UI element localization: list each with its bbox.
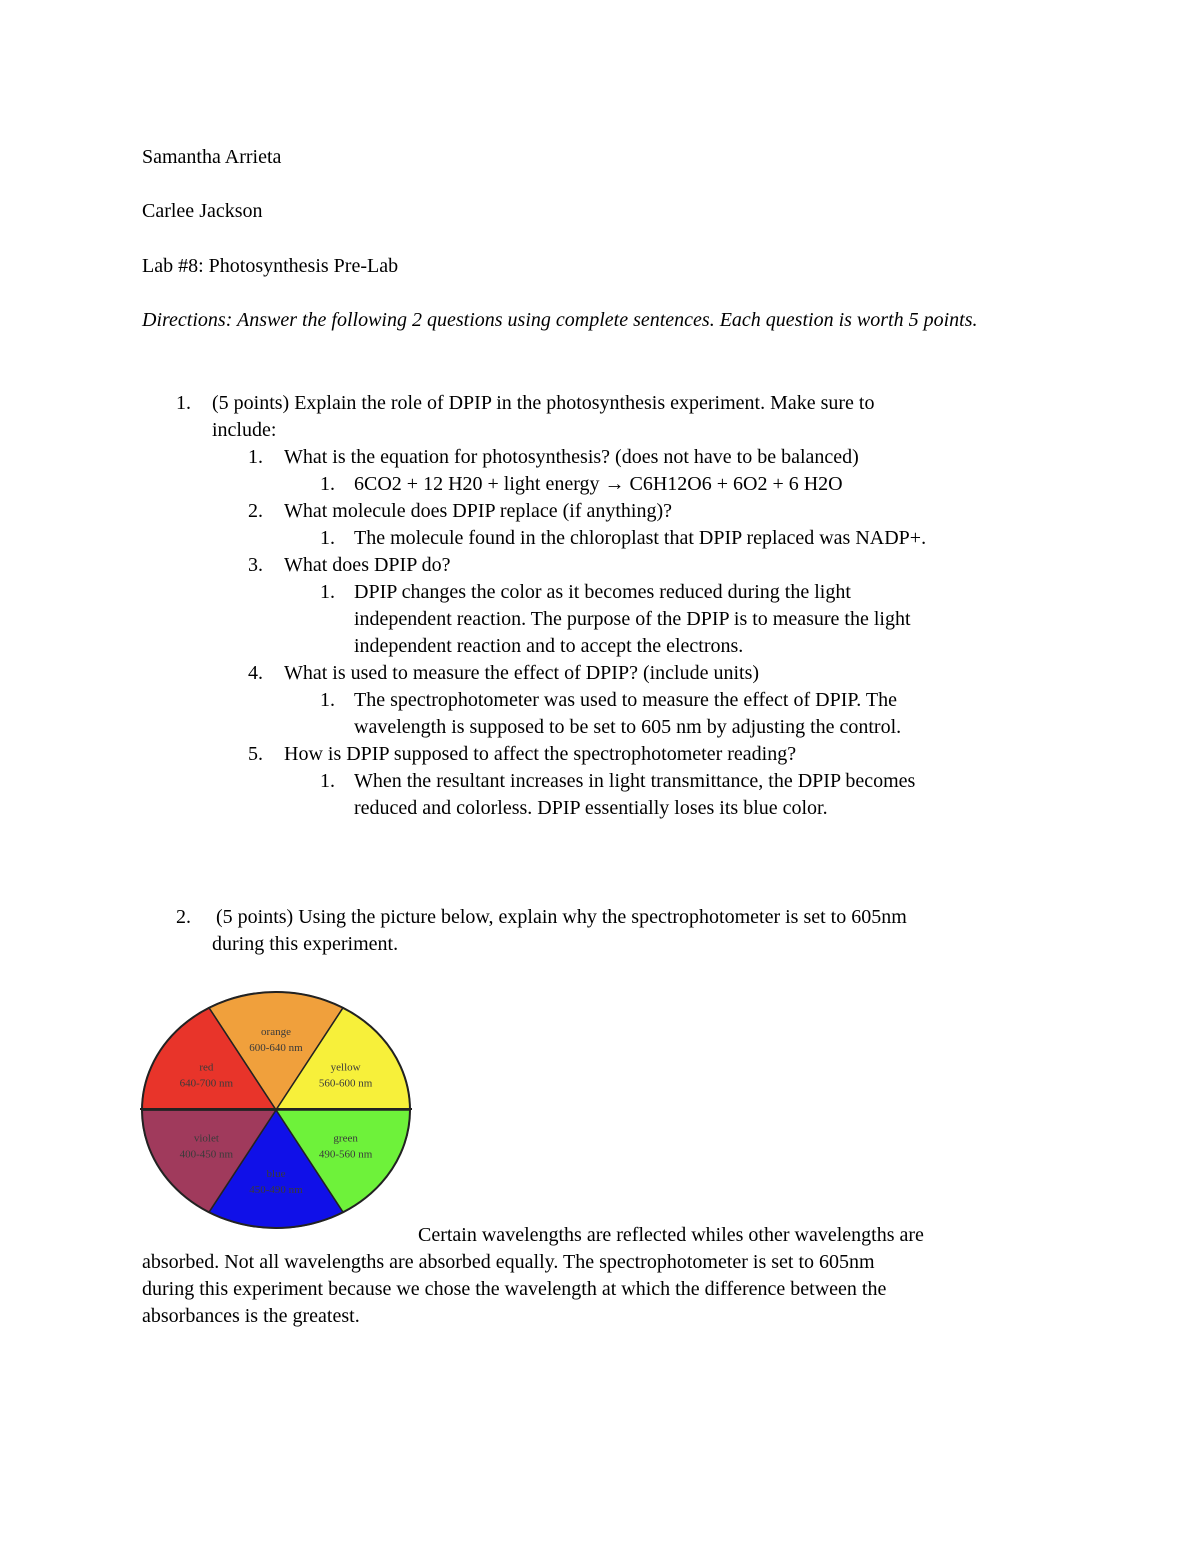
answer-line: independent reaction. The purpose of the DPIP is to measure the light xyxy=(354,608,911,630)
wheel-range-yellow: 560-600 nm xyxy=(318,1077,373,1090)
question-1-text-line1: (5 points) Explain the role of DPIP in the photosynthesis experiment. Make sure to xyxy=(212,392,875,414)
answer-line: When the resultant increases in light transmittance, the DPIP becomes xyxy=(354,770,916,792)
subquestion-number: 3. xyxy=(248,554,263,576)
wheel-label-violet: violet xyxy=(193,1132,219,1145)
question-1-number: 1. xyxy=(176,392,191,414)
answer-number: 1. xyxy=(320,527,335,549)
wheel-range-red: 640-700 nm xyxy=(179,1077,234,1090)
question-1-text-line2: include: xyxy=(212,419,277,441)
answer-number: 1. xyxy=(320,473,335,495)
student-name-1: Samantha Arrieta xyxy=(142,146,282,168)
question-2-text-line2: during this experiment. xyxy=(212,933,399,955)
wheel-range-green: 490-560 nm xyxy=(318,1148,373,1161)
wheel-label-yellow: yellow xyxy=(330,1061,361,1074)
subquestion-number: 2. xyxy=(248,500,263,522)
answer-line: reduced and colorless. DPIP essentially loses its blue color. xyxy=(354,797,828,819)
answer-number: 1. xyxy=(320,770,335,792)
answer-line: independent reaction and to accept the electrons. xyxy=(354,635,744,657)
answer-line: 6CO2 + 12 H20 + light energy → C6H12O6 + 6O2 + 6 H2O xyxy=(354,473,843,495)
answer-number: 1. xyxy=(320,689,335,711)
wheel-label-red: red xyxy=(199,1061,214,1074)
wheel-range-blue: 450-490 nm xyxy=(249,1183,303,1196)
wheel-range-orange: 600-640 nm xyxy=(249,1042,303,1055)
wheel-range-violet: 400-450 nm xyxy=(179,1148,234,1161)
answer-2-line4: absorbances is the greatest. xyxy=(142,1305,360,1327)
answer-2-line1: Certain wavelengths are reflected whiles other wavelengths are xyxy=(418,1224,924,1246)
subquestion-text: What does DPIP do? xyxy=(284,554,451,576)
answer-number: 1. xyxy=(320,581,335,603)
question-2-number: 2. xyxy=(176,906,191,928)
subquestion-number: 1. xyxy=(248,446,263,468)
subquestion-number: 4. xyxy=(248,662,263,684)
directions: Directions: Answer the following 2 questions using complete sentences. Each question is worth 5 points. xyxy=(142,309,978,331)
answer-line: wavelength is supposed to be set to 605 nm by adjusting the control. xyxy=(354,716,902,738)
subquestion-text: How is DPIP supposed to affect the spectrophotometer reading? xyxy=(284,743,797,765)
student-name-2: Carlee Jackson xyxy=(142,200,263,222)
subquestion-number: 5. xyxy=(248,743,263,765)
answer-2-line2: absorbed. Not all wavelengths are absorbed equally. The spectrophotometer is set to 605nm xyxy=(142,1251,875,1273)
answer-line: The molecule found in the chloroplast that DPIP replaced was NADP+. xyxy=(354,527,927,549)
wheel-label-green: green xyxy=(333,1132,358,1145)
question-2-text-line1: (5 points) Using the picture below, explain why the spectrophotometer is set to 605nm xyxy=(216,906,907,928)
answer-line: DPIP changes the color as it becomes reduced during the light xyxy=(354,581,851,603)
wheel-label-blue: blue xyxy=(266,1167,286,1180)
wheel-label-orange: orange xyxy=(261,1026,291,1039)
subquestion-text: What is used to measure the effect of DPIP? (include units) xyxy=(284,662,760,684)
subquestion-text: What is the equation for photosynthesis? (does not have to be balanced) xyxy=(284,446,859,468)
answer-line: The spectrophotometer was used to measure the effect of DPIP. The xyxy=(354,689,897,711)
lab-title: Lab #8: Photosynthesis Pre-Lab xyxy=(142,255,399,277)
answer-2-line3: during this experiment because we chose the wavelength at which the difference between the xyxy=(142,1278,887,1300)
subquestion-text: What molecule does DPIP replace (if anything)? xyxy=(284,500,673,522)
color-wheel xyxy=(140,990,412,1230)
